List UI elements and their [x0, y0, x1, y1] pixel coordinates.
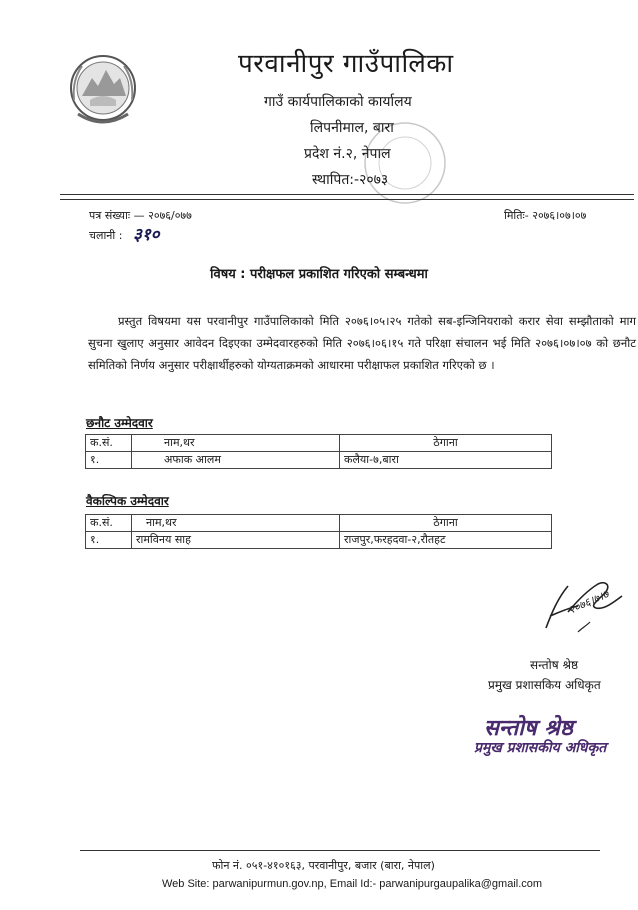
selected-table — [85, 434, 552, 469]
address-cell: कलैया-७,बारा — [340, 452, 552, 469]
stamp-designation: प्रमुख प्रशासकीय अधिकृत — [474, 740, 607, 756]
header-rule-top — [60, 194, 634, 195]
municipality-title: परवानीपुर गाउँपालिका — [238, 49, 454, 79]
signer-name: सन्तोष श्रेष्ठ — [530, 658, 579, 672]
nepal-emblem-icon — [68, 50, 138, 130]
col-name-header: नाम,थर — [132, 435, 340, 452]
stamp-name: सन्तोष श्रेष्ठ — [484, 716, 573, 741]
alternate-table — [85, 514, 552, 549]
col-address-header: ठेगाना — [340, 515, 552, 532]
table-row — [86, 532, 552, 549]
established-line: स्थापित:-२०७३ — [312, 172, 389, 188]
signature-date: २०७६।७।७ — [566, 587, 611, 617]
dispatch-number: ३१० — [133, 225, 160, 245]
office-location: लिपनीमाल, बारा — [310, 120, 394, 136]
col-serial-header: क.सं. — [86, 515, 132, 532]
footer-rule — [80, 850, 600, 851]
letter-number: पत्र संख्याः — २०७६/०७७ — [89, 209, 192, 222]
selected-heading: छनौट उम्मेदवार — [86, 416, 153, 430]
alternate-heading: वैकल्पिक उम्मेदवार — [86, 494, 169, 508]
dispatch-label: चलानी : — [89, 229, 123, 242]
serial-cell: १. — [86, 532, 132, 549]
address-cell: राजपुर,फरहदवा-२,रौतहट — [340, 532, 552, 549]
table-header-row — [86, 435, 552, 452]
serial-cell: १. — [86, 452, 132, 469]
subject-line: विषय : परीक्षफल प्रकाशित गरिएको सम्बन्धमा — [210, 267, 428, 282]
name-cell: रामविनय साह — [132, 532, 340, 549]
province-line: प्रदेश नं.२, नेपाल — [304, 146, 391, 162]
signer-designation: प्रमुख प्रशासकिय अधिकृत — [488, 678, 601, 692]
table-row — [86, 452, 552, 469]
footer-web: Web Site: parwanipurmun.gov.np, Email Id:- parwanipurgaupalika@gmail.com — [162, 878, 543, 890]
table-header-row — [86, 515, 552, 532]
header-rule-bottom — [60, 199, 634, 200]
col-serial-header: क.सं. — [86, 435, 132, 452]
col-address-header: ठेगाना — [340, 435, 552, 452]
name-cell: अफाक आलम — [132, 452, 340, 469]
letter-date: मितिः- २०७६।०७।०७ — [504, 209, 587, 222]
col-name-header: नाम,थर — [132, 515, 340, 532]
footer-phone: फोन नं. ०५१-४१०१६३, परवानीपुर, बजार (बारा, नेपाल) — [212, 859, 435, 872]
body-paragraph: प्रस्तुत विषयमा यस परवानीपुर गाउँपालिकाको मिति २०७६।०५।२५ गतेको सब-इन्जिनियराको करार सेवा सम्झौताको माग सुचना खुलाए अनुसार आवेदन दिइएका उम्मेदवारहरुको मिति २०७६।०६।१५ गते परिक्षा संचालन भई मिति २०७६।०७।०७ को छनौट समितिको निर्णय अनुसार परीक्षार्थीहरुको योग्यताक्रमको आधारमा परीक्षाफल प्रकाशित गरिएको छ । — [88, 314, 636, 372]
office-name: गाउँ कार्यपालिकाको कार्यालय — [264, 94, 412, 110]
